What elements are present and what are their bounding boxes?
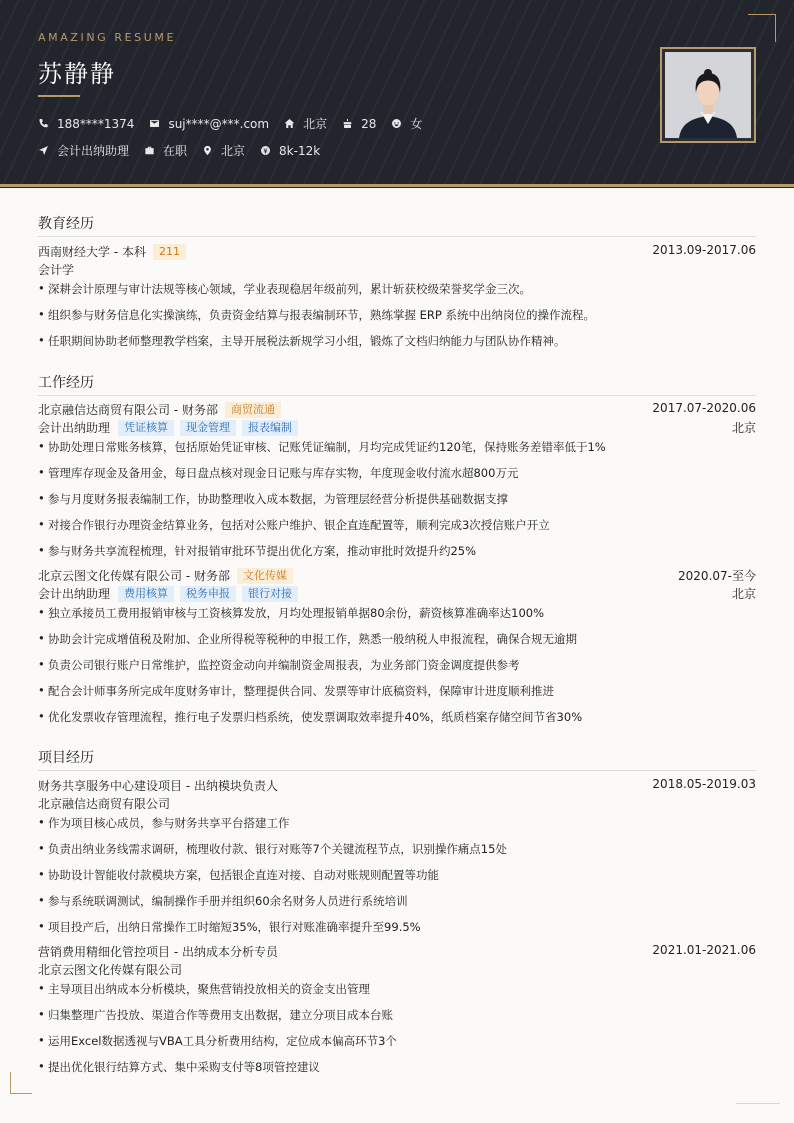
list-item: • 配合会计师事务所完成年度财务审计，整理提供合同、发票等审计底稿资料，保障审计进度顺利推进 <box>38 683 758 699</box>
intent-city-text: 北京 <box>221 144 246 158</box>
contact-row <box>38 115 437 132</box>
list-item: • 参与系统联调测试，编制操作手册并组织60余名财务人员进行系统培训 <box>38 893 758 909</box>
corner-ornament <box>10 1072 11 1094</box>
industry-tag: 商贸流通 <box>225 402 281 418</box>
header-divider-shadow <box>0 187 794 188</box>
phone-icon <box>38 118 49 129</box>
company-name: 北京云图文化传媒有限公司 - 财务部 <box>38 569 230 583</box>
list-item: • 任职期间协助老师整理教学档案，主导开展税法新规学习小组，锻炼了文档归纳能力与团队协作精神。 <box>38 333 758 349</box>
list-item: • 归集整理广告投放、渠道合作等费用支出数据，建立分项目成本台账 <box>38 1007 758 1023</box>
role-name: 会计出纳助理 <box>38 587 111 601</box>
list-item: • 协助会计完成增值税及附加、企业所得税等税种的申报工作，熟悉一般纳税人申报流程，确保合规无逾期 <box>38 631 758 647</box>
work-date: 2020.07-至今 <box>678 569 756 583</box>
project-org: 北京融信达商贸有限公司 <box>38 797 171 811</box>
intent-status-text: 在职 <box>163 144 188 158</box>
cake-icon <box>342 118 353 129</box>
work-company <box>38 567 293 584</box>
intent-position-text: 会计出纳助理 <box>57 144 130 158</box>
school-tag: 211 <box>153 244 186 260</box>
intent-position <box>38 142 129 159</box>
skill-tag: 现金管理 <box>180 420 236 436</box>
location-icon <box>202 145 213 156</box>
list-item: • 负责公司银行账户日常维护，监控资金动向并编制资金周报表，为业务部门资金调度提供参考 <box>38 657 758 673</box>
contact-home <box>284 115 327 132</box>
skill-tag: 税务申报 <box>180 586 236 602</box>
corner-ornament <box>736 1103 780 1104</box>
work-location: 北京 <box>731 421 756 435</box>
money-icon <box>260 145 271 156</box>
role-name: 会计出纳助理 <box>38 421 111 435</box>
section-title-education: 教育经历 <box>38 213 756 237</box>
phone-text: 188****1374 <box>57 116 135 131</box>
list-item: • 协助设计智能收付款模块方案，包括银企直连对接、自动对账规则配置等功能 <box>38 867 758 883</box>
list-item: • 优化发票收存管理流程，推行电子发票归档系统，使发票调取效率提升40%，纸质档案存储空间节省30% <box>38 709 758 725</box>
send-icon <box>38 145 49 156</box>
profile-photo-frame <box>660 47 756 143</box>
education-school <box>38 243 186 260</box>
portrait-icon <box>665 52 751 138</box>
list-item: • 作为项目核心成员，参与财务共享平台搭建工作 <box>38 815 758 831</box>
corner-ornament <box>10 1093 32 1094</box>
list-item: • 提出优化银行结算方式、集中采购支付等8项管控建议 <box>38 1059 758 1075</box>
work-role <box>38 585 298 602</box>
company-name: 北京融信达商贸有限公司 - 财务部 <box>38 403 218 417</box>
home-text: 北京 <box>303 117 328 131</box>
work-company <box>38 401 281 418</box>
list-item: • 项目投产后，出纳日常操作工时缩短35%，银行对账准确率提升至99.5% <box>38 919 758 935</box>
list-item: • 管理库存现金及备用金，每日盘点核对现金日记账与库存实物，年度现金收付流水超800万元 <box>38 465 758 481</box>
school-name: 西南财经大学 - 本科 <box>38 245 146 259</box>
contact-phone <box>38 117 134 131</box>
candidate-name: 苏静静 <box>38 60 116 88</box>
work-date: 2017.07-2020.06 <box>652 401 756 415</box>
profile-photo <box>665 52 751 138</box>
section-title-projects: 项目经历 <box>38 747 756 771</box>
skill-tag: 报表编制 <box>242 420 298 436</box>
education-date: 2013.09-2017.06 <box>652 243 756 257</box>
project-name: 营销费用精细化管控项目 - 出纳成本分析专员 <box>38 945 278 959</box>
age-text: 28 <box>361 116 377 131</box>
gender-icon <box>391 118 402 129</box>
work-role <box>38 419 298 436</box>
intent-status <box>144 142 187 159</box>
list-item: • 协助处理日常账务核算，包括原始凭证审核、记账凭证编制，月均完成凭证约120笔，保持账务差错率低于1% <box>38 439 758 455</box>
home-icon <box>284 118 295 129</box>
project-name: 财务共享服务中心建设项目 - 出纳模块负责人 <box>38 779 278 793</box>
list-item: • 主导项目出纳成本分析模块，聚焦营销投放相关的资金支出管理 <box>38 981 758 997</box>
contact-gender <box>391 115 422 132</box>
intent-salary-text: 8k-12k <box>279 143 321 158</box>
list-item: • 对接合作银行办理资金结算业务，包括对公账户维护、银企直连配置等，顺利完成3次授信账户开立 <box>38 517 758 533</box>
project-date: 2018.05-2019.03 <box>652 777 756 791</box>
list-item: • 参与月度财务报表编制工作，协助整理收入成本数据，为管理层经营分析提供基础数据支撑 <box>38 491 758 507</box>
skill-tag: 费用核算 <box>118 586 174 602</box>
list-item: • 负责出纳业务线需求调研，梳理收付款、银行对账等7个关键流程节点，识别操作痛点15处 <box>38 841 758 857</box>
header-eyebrow: AMAZING RESUME <box>38 31 177 44</box>
intent-row <box>38 142 335 159</box>
contact-age <box>342 117 376 131</box>
resume-header <box>0 0 794 184</box>
corner-ornament <box>775 14 776 42</box>
briefcase-icon <box>144 145 155 156</box>
list-item: • 运用Excel数据透视与VBA工具分析费用结构，定位成本偏高环节3个 <box>38 1033 758 1049</box>
education-major: 会计学 <box>38 263 75 277</box>
corner-ornament <box>748 14 776 15</box>
list-item: • 独立承接员工费用报销审核与工资核算发放，月均处理报销单据80余份，薪资核算准确率达100% <box>38 605 758 621</box>
section-title-work: 工作经历 <box>38 372 756 396</box>
project-date: 2021.01-2021.06 <box>652 943 756 957</box>
email-text: suj****@***.com <box>168 116 270 131</box>
skill-tag: 凭证核算 <box>118 420 174 436</box>
project-org: 北京云图文化传媒有限公司 <box>38 963 183 977</box>
work-location: 北京 <box>731 587 756 601</box>
name-underline <box>38 95 80 97</box>
skill-tag: 银行对接 <box>242 586 298 602</box>
industry-tag: 文化传媒 <box>237 568 293 584</box>
gender-text: 女 <box>410 117 423 131</box>
intent-salary <box>260 144 320 158</box>
list-item: • 参与财务共享流程梳理，针对报销审批环节提出优化方案，推动审批时效提升约25% <box>38 543 758 559</box>
contact-email <box>149 117 269 131</box>
list-item: • 组织参与财务信息化实操演练，负责资金结算与报表编制环节，熟练掌握 ERP 系统中出纳岗位的操作流程。 <box>38 307 758 323</box>
mail-icon <box>149 118 160 129</box>
list-item: • 深耕会计原理与审计法规等核心领域，学业表现稳居年级前列，累计斩获校级荣誉奖学金三次。 <box>38 281 758 297</box>
intent-city <box>202 142 245 159</box>
